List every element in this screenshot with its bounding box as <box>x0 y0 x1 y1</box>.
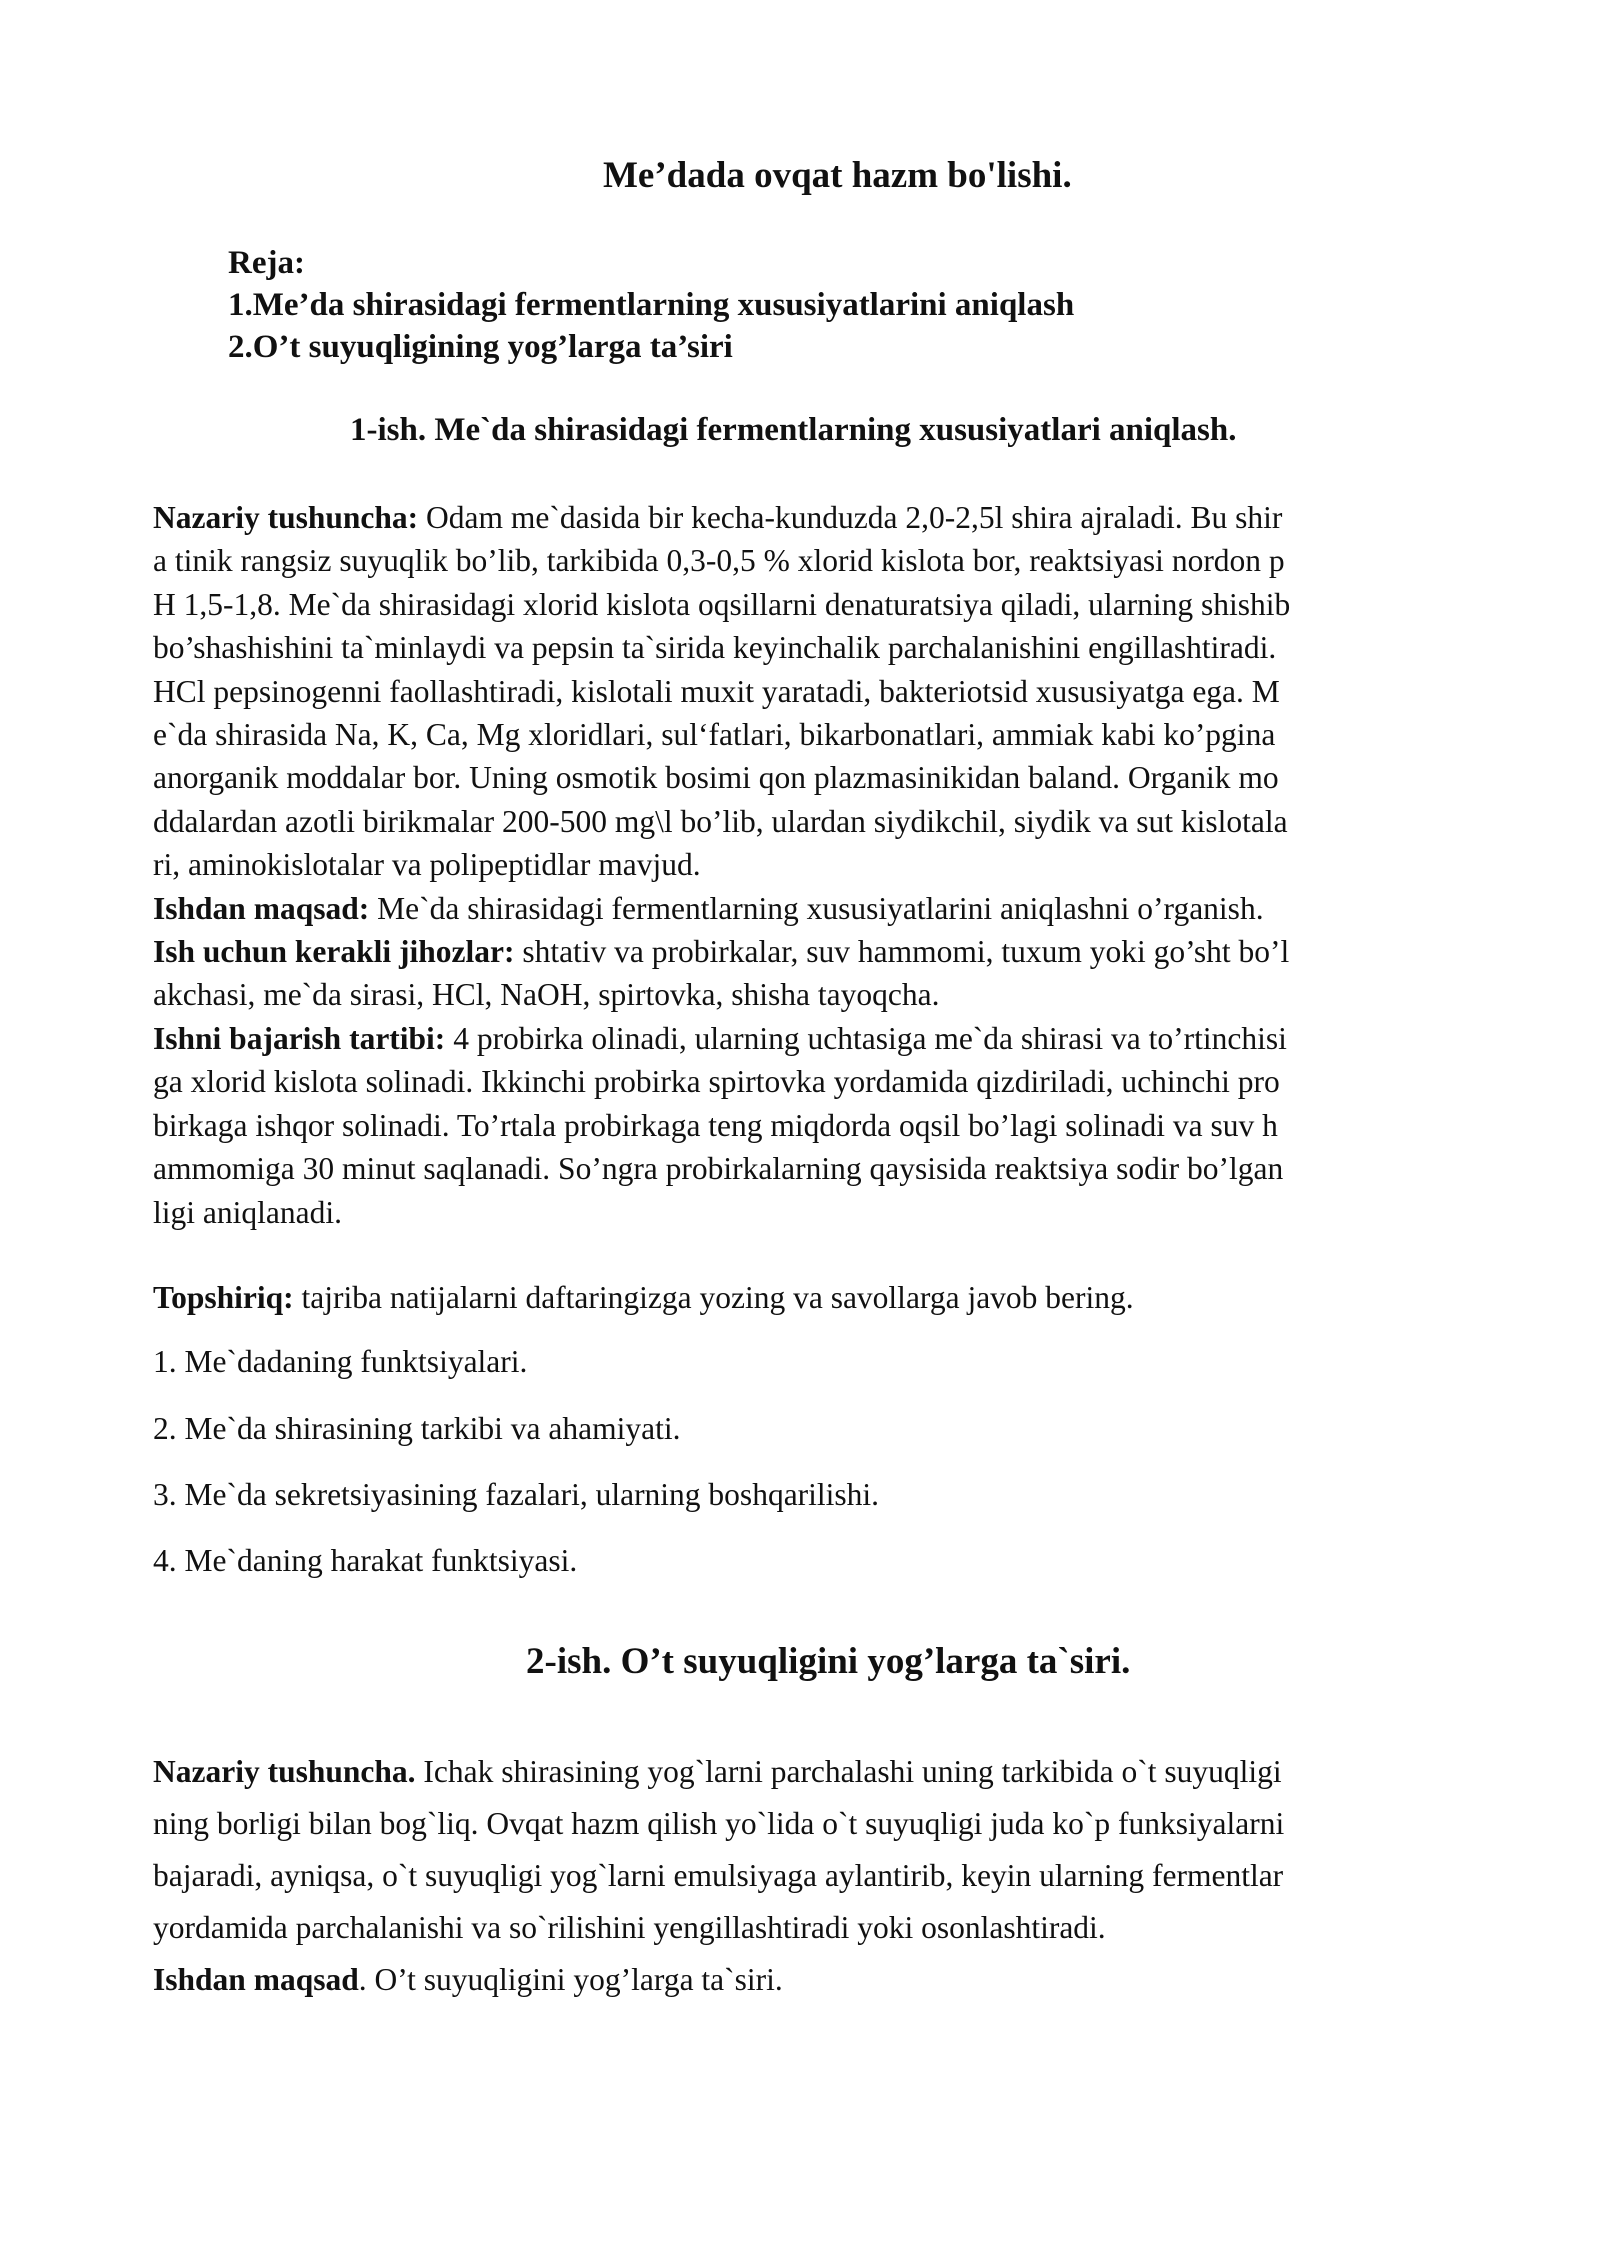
plan-item-1: 1.Me’da shirasidagi fermentlarning xususiyatlarini aniqlash <box>228 287 1075 323</box>
work2-heading: 2-ish. O’t suyuqligini yog’larga ta`siri. <box>526 1641 1131 1682</box>
theory-line: e`da shirasida Na, K, Ca, Mg xloridlari, sul‘fatlari, bikarbonatlari, ammiak kabi ko’pgina <box>153 717 1276 753</box>
plan-heading: Reja: <box>228 245 305 281</box>
work2-body <box>153 1746 1493 2006</box>
theory-label: Nazariy tushuncha: <box>153 500 419 535</box>
equipment-line: akchasi, me`da sirasi, HCl, NaOH, spirtovka, shisha tayoqcha. <box>153 977 940 1013</box>
procedure-label: Ishni bajarish tartibi: <box>153 1020 446 1056</box>
theory-line: ddalardan azotli birikmalar 200-500 mg\l bo’lib, ulardan siydikchil, siydik va sut kislotala <box>153 803 1288 839</box>
plan-section <box>228 242 1074 368</box>
aim-line: Ishdan maqsad. O’t suyuqligini yog’larga ta`siri. <box>153 1962 783 1997</box>
question-item: 1. Me`dadaning funktsiyalari. <box>153 1344 528 1379</box>
theory-label: Nazariy tushuncha. <box>153 1754 416 1789</box>
procedure-line: birkaga ishqor solinadi. To’rtala probirkaga teng miqdorda oqsil bo’lagi solinadi va suv h <box>153 1107 1278 1143</box>
aim-line: Ishdan maqsad: Me`da shirasidagi fermentlarning xususiyatlarini aniqlashni o’rganish. <box>153 890 1264 926</box>
document-title: Me’dada ovqat hazm bo'lishi. <box>603 155 1072 196</box>
aim-label: Ishdan maqsad <box>153 1962 359 1997</box>
theory-line: Nazariy tushuncha: Odam me`dasida bir kecha-kunduzda 2,0-2,5l shira ajraladi. Bu shir <box>153 500 1283 535</box>
theory-line: yordamida parchalanishi va so`rilishini yengillashtiradi yoki osonlashtiradi. <box>153 1910 1106 1945</box>
theory-line: bo’shashishini ta`minlaydi va pepsin ta`sirida keyinchalik parchalanishini engillashtiradi. <box>153 630 1277 666</box>
theory-line: a tinik rangsiz suyuqlik bo’lib, tarkibida 0,3-0,5 % xlorid kislota bor, reaktsiyasi nordon p <box>153 543 1285 579</box>
equipment-label: Ish uchun kerakli jihozlar: <box>153 934 515 970</box>
procedure-line: ga xlorid kislota solinadi. Ikkinchi probirka spirtovka yordamida qizdiriladi, uchinchi pro <box>153 1064 1280 1100</box>
procedure-line: Ishni bajarish tartibi: 4 probirka olinadi, ularning uchtasiga me`da shirasi va to’rtinchisi <box>153 1020 1287 1056</box>
theory-line: bajaradi, ayniqsa, o`t suyuqligi yog`larni emulsiyaga aylantirib, keyin ularning fermentlar <box>153 1858 1284 1893</box>
theory-line: anorganik moddalar bor. Uning osmotik bosimi qon plazmasinikidan baland. Organik mo <box>153 760 1279 796</box>
task-label: Topshiriq: <box>153 1280 294 1315</box>
procedure-line: ammomiga 30 minut saqlanadi. So’ngra probirkalarning qaysisida reaktsiya sodir bo’lgan <box>153 1151 1284 1187</box>
procedure-line: ligi aniqlanadi. <box>153 1194 342 1230</box>
question-item: 3. Me`da sekretsiyasining fazalari, ularning boshqarilishi. <box>153 1477 880 1512</box>
theory-line: ri, aminokislotalar va polipeptidlar mavjud. <box>153 847 701 883</box>
aim-label: Ishdan maqsad: <box>153 890 370 926</box>
task-text: tajriba natijalarni daftaringizga yozing va savollarga javob bering. <box>293 1280 1134 1315</box>
question-item: 2. Me`da shirasining tarkibi va ahamiyati. <box>153 1411 681 1446</box>
theory-line: HCl pepsinogenni faollashtiradi, kislotali muxit yaratadi, bakteriotsid xususiyatga ega. M <box>153 673 1280 709</box>
theory-line: Nazariy tushuncha. Ichak shirasining yog`larni parchalashi uning tarkibida o`t suyuqligi <box>153 1754 1282 1789</box>
work1-body <box>153 496 1493 1234</box>
theory-line: ning borligi bilan bog`liq. Ovqat hazm qilish yo`lida o`t suyuqligi juda ko`p funksiyalarni <box>153 1806 1285 1841</box>
theory-line: H 1,5-1,8. Me`da shirasidagi xlorid kislota oqsillarni denaturatsiya qiladi, ularning shishib <box>153 586 1291 622</box>
question-item: 4. Me`daning harakat funktsiyasi. <box>153 1543 578 1578</box>
work1-heading: 1-ish. Me`da shirasidagi fermentlarning xususiyatlari aniqlash. <box>350 412 1237 448</box>
plan-item-2: 2.O’t suyuqligining yog’larga ta’siri <box>228 329 733 365</box>
task-paragraph <box>153 1276 1493 1319</box>
equipment-line: Ish uchun kerakli jihozlar: shtativ va probirkalar, suv hammomi, tuxum yoki go’sht bo’l <box>153 934 1290 970</box>
